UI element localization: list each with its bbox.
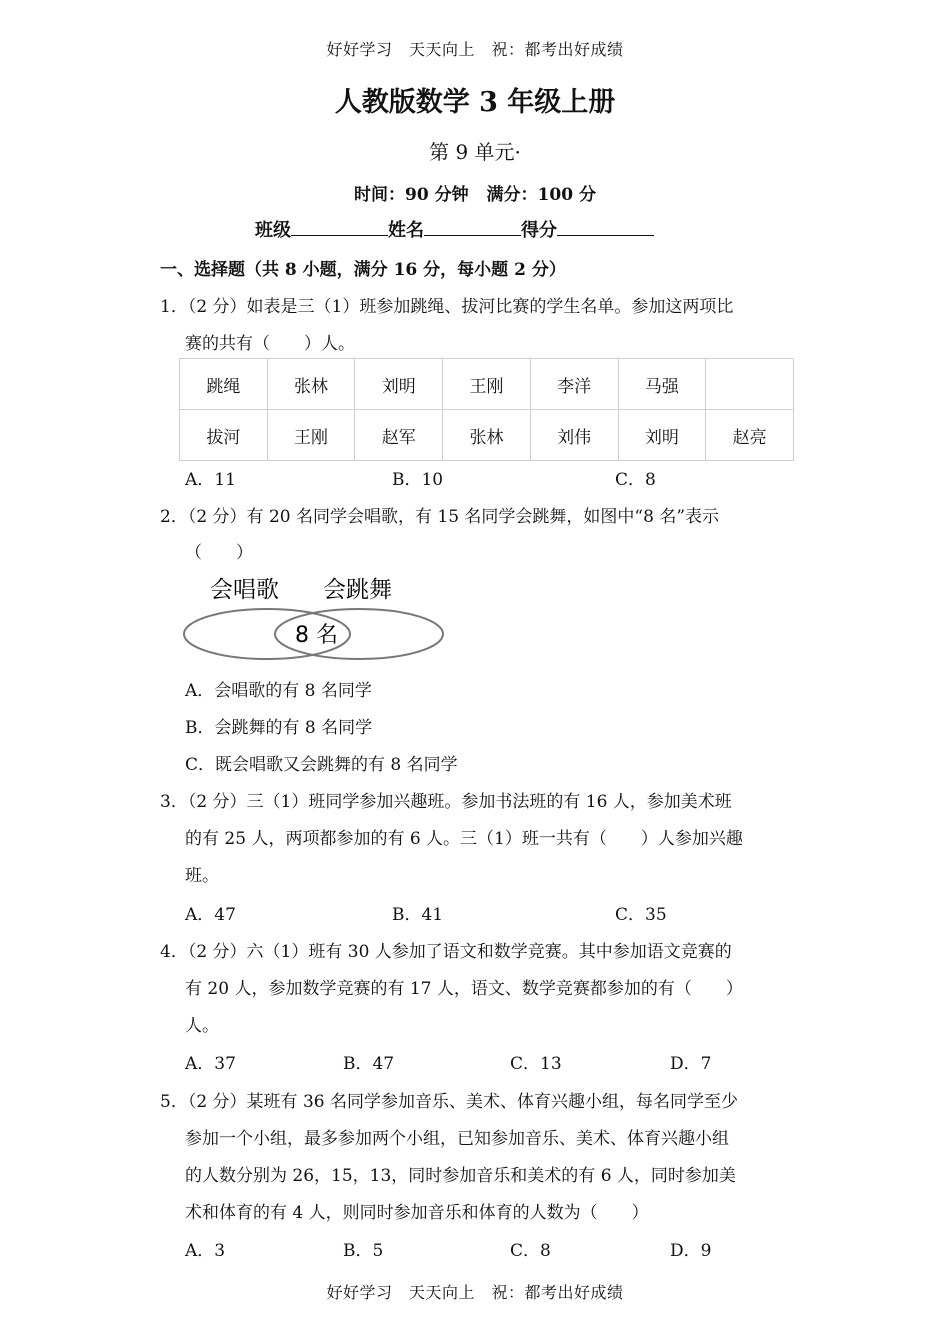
question-1-line-2: 赛的共有（ ）人。 bbox=[185, 334, 355, 354]
question-2-option-c[interactable]: C．既会唱歌又会跳舞的有 8 名同学 bbox=[185, 755, 458, 775]
question-5-option-b[interactable]: B．5 bbox=[343, 1241, 384, 1261]
question-3-option-c[interactable]: C．35 bbox=[615, 905, 667, 925]
page-header: 好好学习 天天向上 祝：都考出好成绩 bbox=[326, 40, 624, 59]
time-limit: 时间：90 分钟 bbox=[354, 185, 469, 205]
question-1-option-b[interactable]: B．10 bbox=[392, 470, 444, 490]
score-blank[interactable] bbox=[557, 217, 654, 236]
question-5-option-c[interactable]: C．8 bbox=[510, 1241, 551, 1261]
table-row bbox=[180, 359, 794, 410]
name-blank[interactable] bbox=[424, 217, 521, 236]
page-footer: 好好学习 天天向上 祝：都考出好成绩 bbox=[326, 1283, 624, 1302]
table-row bbox=[180, 410, 794, 461]
question-4-option-d[interactable]: D．7 bbox=[670, 1054, 712, 1074]
unit-title: 第 9 单元· bbox=[429, 140, 521, 164]
table-cell: 王刚 bbox=[443, 359, 531, 410]
question-1-line-1: 1．（2 分）如表是三（1）班参加跳绳、拔河比赛的学生名单。参加这两项比 bbox=[160, 297, 734, 317]
class-blank[interactable] bbox=[291, 217, 388, 236]
question-5-line-3: 的人数分别为 26，15，13，同时参加音乐和美术的有 6 人，同时参加美 bbox=[185, 1166, 736, 1186]
table-cell: 张林 bbox=[267, 359, 355, 410]
full-score: 满分：100 分 bbox=[486, 185, 596, 205]
table-cell: 跳绳 bbox=[180, 359, 268, 410]
venn-diagram bbox=[178, 566, 453, 666]
table-cell: 张林 bbox=[443, 410, 531, 461]
question-2-option-b[interactable]: B．会跳舞的有 8 名同学 bbox=[185, 718, 373, 738]
table-cell: 刘明 bbox=[618, 410, 706, 461]
table-cell: 拔河 bbox=[180, 410, 268, 461]
table-cell bbox=[706, 359, 794, 410]
question-4-option-b[interactable]: B．47 bbox=[343, 1054, 395, 1074]
venn-center-label: 8 名 bbox=[295, 623, 338, 648]
table-cell: 赵亮 bbox=[706, 410, 794, 461]
table-cell: 赵军 bbox=[355, 410, 443, 461]
question-5-line-2: 参加一个小组，最多参加两个小组，已知参加音乐、美术、体育兴趣小组 bbox=[185, 1129, 729, 1149]
section-title: 一、选择题（共 8 小题，满分 16 分，每小题 2 分） bbox=[160, 260, 566, 280]
question-1-option-c[interactable]: C．8 bbox=[615, 470, 656, 490]
participants-table bbox=[179, 358, 794, 461]
table-cell: 李洋 bbox=[530, 359, 618, 410]
question-4-option-c[interactable]: C．13 bbox=[510, 1054, 562, 1074]
class-label: 班级 bbox=[255, 220, 291, 241]
question-3-line-1: 3．（2 分）三（1）班同学参加兴趣班。参加书法班的有 16 人，参加美术班 bbox=[160, 792, 732, 812]
question-2-line-1: 2．（2 分）有 20 名同学会唱歌，有 15 名同学会跳舞，如图中“8 名”表示 bbox=[160, 507, 720, 527]
question-5-line-1: 5．（2 分）某班有 36 名同学参加音乐、美术、体育兴趣小组，每名同学至少 bbox=[160, 1092, 738, 1112]
question-4-option-a[interactable]: A．37 bbox=[185, 1054, 236, 1074]
question-5-option-a[interactable]: A．3 bbox=[185, 1241, 226, 1261]
venn-right-label: 会跳舞 bbox=[323, 577, 392, 603]
question-2-line-2: （ ） bbox=[185, 543, 253, 563]
question-5-option-d[interactable]: D．9 bbox=[670, 1241, 712, 1261]
question-4-line-1: 4．（2 分）六（1）班有 30 人参加了语文和数学竞赛。其中参加语文竞赛的 bbox=[160, 942, 732, 962]
question-3-line-3: 班。 bbox=[185, 866, 219, 886]
time-info bbox=[0, 180, 950, 205]
question-5-line-4: 术和体育的有 4 人，则同时参加音乐和体育的人数为（ ） bbox=[185, 1203, 649, 1223]
venn-left-label: 会唱歌 bbox=[210, 577, 279, 603]
table-cell: 王刚 bbox=[267, 410, 355, 461]
page-title: 人教版数学 3 年级上册 bbox=[334, 87, 616, 118]
table-cell: 马强 bbox=[618, 359, 706, 410]
question-1-option-a[interactable]: A．11 bbox=[185, 470, 236, 490]
score-label: 得分 bbox=[521, 220, 557, 241]
question-4-line-3: 人。 bbox=[185, 1016, 219, 1036]
table-cell: 刘明 bbox=[355, 359, 443, 410]
table-cell: 刘伟 bbox=[530, 410, 618, 461]
question-3-line-2: 的有 25 人，两项都参加的有 6 人。三（1）班一共有（ ）人参加兴趣 bbox=[185, 829, 743, 849]
question-4-line-2: 有 20 人，参加数学竞赛的有 17 人，语文、数学竞赛都参加的有（ ） bbox=[185, 979, 743, 999]
question-3-option-a[interactable]: A．47 bbox=[185, 905, 236, 925]
student-info-line bbox=[255, 216, 654, 242]
name-label: 姓名 bbox=[388, 220, 424, 241]
question-2-option-a[interactable]: A．会唱歌的有 8 名同学 bbox=[185, 681, 372, 701]
question-3-option-b[interactable]: B．41 bbox=[392, 905, 444, 925]
